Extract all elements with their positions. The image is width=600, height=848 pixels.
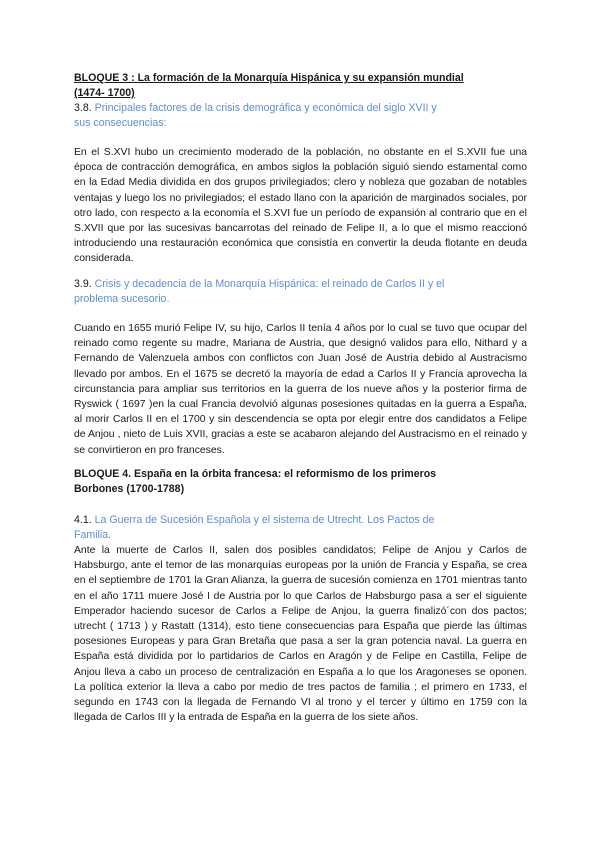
bloque-4-title-line-2: Borbones (1700-1788) (74, 483, 185, 495)
section-3-8-body: En el S.XVI hubo un crecimiento moderado de la población, no obstante en el S.XVII fue una época de contracción demográfica, en ambos siglos la población siguió siendo estamental como en la Edad Media dividida en dos grupos privilegiados; clero y nobleza que gozaban de notables ventajas y luego los no privilegiados; el estado llano con la aparición de marginados sociales, por otro lado, con respecto a la economía el S.XVI fue un período de expansión al contrario que en el S.XVII que por las sucesivas bancarrotas del reinado de Felipe II, a lo que el mismo reaccionó introduciendo una restauración económica que consistía en convertir la deuda flotante en deuda considerada. (74, 147, 527, 265)
section-link-line-2[interactable]: problema sucesorio. (74, 293, 170, 305)
section-3-9-heading-cont (74, 292, 534, 307)
bloque-3-title-line-1: BLOQUE 3 : La formación de la Monarquía Hispánica y su expansión mundial (74, 72, 464, 84)
bloque-4-title-line-1: BLOQUE 4. España en la órbita francesa: el reformismo de los primeros (74, 468, 437, 480)
section-link-line-2[interactable]: Familia. (74, 529, 112, 541)
section-3-8-heading (74, 101, 534, 116)
section-4-1-heading (74, 513, 534, 528)
section-number: 3.9. (74, 278, 92, 290)
section-link-line-1[interactable]: Principales factores de la crisis demográfica y económica del siglo XVII y (94, 102, 437, 114)
section-4-1-heading-cont (74, 528, 534, 543)
section-link-line-1[interactable]: La Guerra de Sucesión Española y el sistema de Utrecht. Los Pactos de (94, 514, 435, 526)
section-number: 4.1. (74, 514, 92, 526)
section-3-8-heading-cont (74, 116, 534, 131)
section-4-1-body: Ante la muerte de Carlos II, salen dos posibles candidatos; Felipe de Anjou y Carlos de Habsburgo, ante el temor de las monarquías europeas por la unión de Francia y España, se crea en el septiembre de 1701 la Gran Alianza, la guerra de sucesión comienza en 1701 mientras tanto en el año 1711 muere José I de Austria por lo que Carlos de Habsburgo pasa a ser el siguiente Emperador haciendo sucesor de Carlos a Felipe de Anjou, la guerra finalizó´con dos pactos; utrecht ( 1713 ) y Rastatt (1314), esto tiene consecuencias para España que pierde las últimas posesiones Europeas y para Gran Bretaña que pasa a ser la gran potencia naval. La guerra en España está dividida por lo partidarios de Carlos en Aragón y de Felipe en Castilla, Felipe de Anjou lleva a cabo un proceso de centralización en España a lo que los Aragoneses se oponen. La política exterior la lleva a cabo por medio de tres pactos de familia ; el primero en 1733, el segundo en 1743 con la llegada de Fernando VI al trono y el tercer y último en 1759 con la llegada de Carlos III y la entrada de España en la guerra de los siete años. (74, 545, 527, 724)
section-3-9-body: Cuando en 1655 murió Felipe IV, su hijo, Carlos II tenía 4 años por lo cual se tuvo que ocupar del reinado como regente su madre, Mariana de Austria, que designó validos para ello, Nithard y a Fernando de Valenzuela ambos con conflictos con Juan José de Austria debido al Austracismo llevado por ambos. En el 1675 se decretó la mayoría de edad a Carlos II y Francia aprovecha la circunstancia para ampliar sus territorios en la guerra de los nueve años y la posterior firma de Ryswick ( 1697 )en la cual Francia devolvió algunas posesiones quitadas en la guerra a España, al morir Carlos II en el 1700 y sin descendencia se opta por elegir entre dos candidatos a Felipe de Anjou , nieto de Luis XVII, gracias a este se acabaron alejando del Austracismo en el reinado y se convirtieron en pro franceses. (74, 323, 527, 456)
section-number: 3.8. (74, 102, 92, 114)
section-3-9-heading (74, 277, 534, 292)
section-link-line-2[interactable]: sus consecuencias: (74, 117, 167, 129)
section-link-line-1[interactable]: Crisis y decadencia de la Monarquía Hispánica: el reinado de Carlos II y el (94, 278, 445, 290)
bloque-3-title-line-2: (1474- 1700) (74, 87, 135, 99)
